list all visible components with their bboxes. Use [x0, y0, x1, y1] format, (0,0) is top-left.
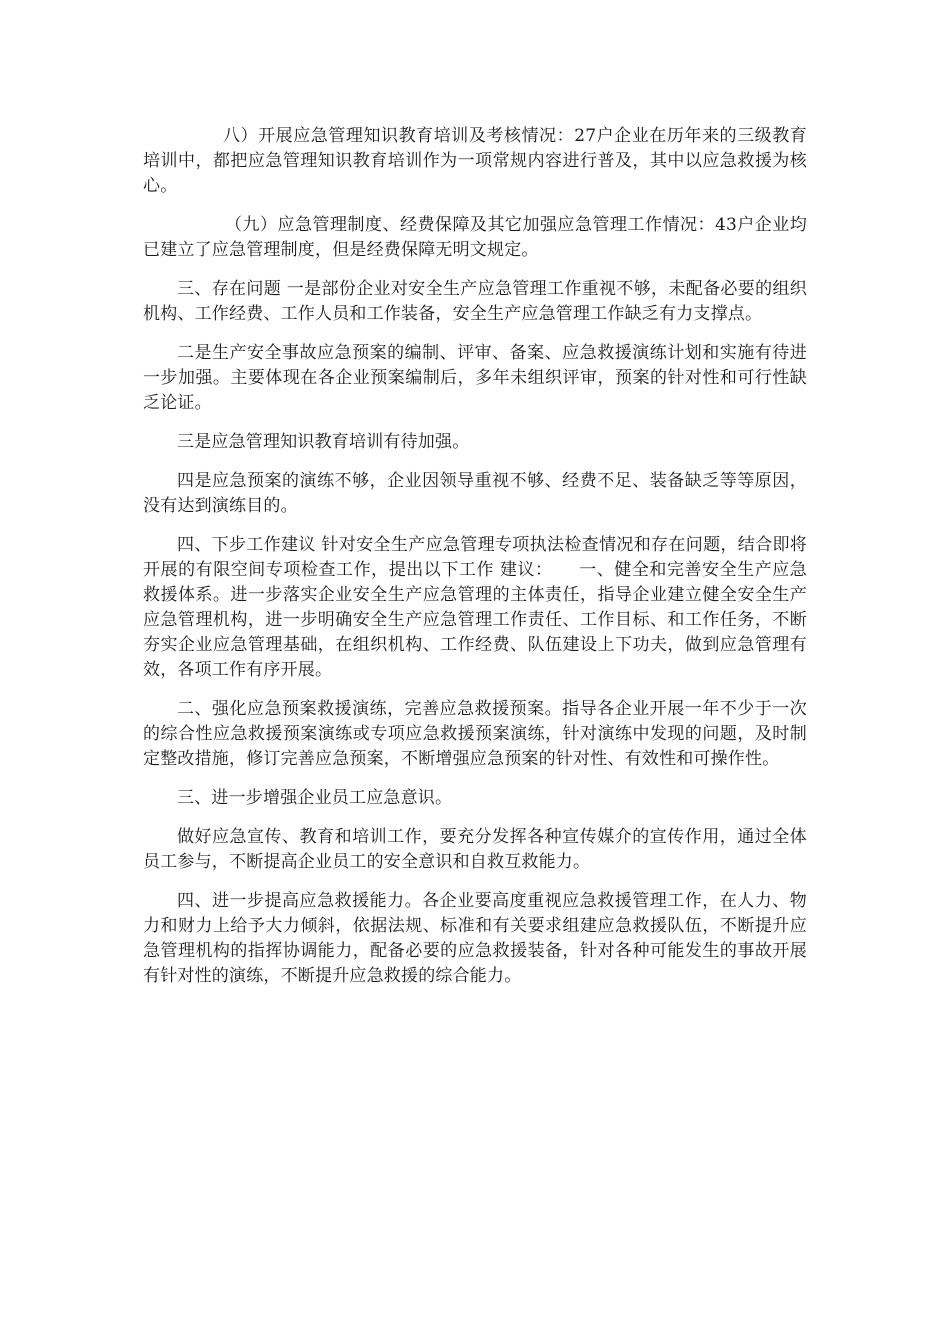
paragraph-publicity: 做好应急宣传、教育和培训工作，要充分发挥各种宣传媒介的宣传作用，通过全体员工参与，不断提高企业员工的安全意识和自救互救能力。: [143, 827, 807, 872]
paragraph-suggestions: 四、下步工作建议 针对安全生产应急管理专项执法检查情况和存在问题，结合即将开展的有限空间专项检查工作，提出以下工作 建议： 一、健全和完善安全生产应急救援体系。进一步落实企业安全生产应急管理的主体责任，指导企业建立健全安全生产应急管理机构，进一步明确安全生产应急管理工作责任、工作目标、和工作任务，不断夯实企业应急管理基础，在组织机构、工作经费、队伍建设上下功夫，做到应急管理有效，各项工作有序开展。: [143, 535, 807, 680]
paragraph-problem-three: 三是应急管理知识教育培训有待加强。: [177, 432, 470, 452]
paragraph-suggestion-three: 三、进一步增强企业员工应急意识。: [177, 788, 453, 808]
paragraph-management-system: （九）应急管理制度、经费保障及其它加强应急管理工作情况：43户企业均已建立了应急管理制度，但是经费保障无明文规定。: [143, 215, 807, 260]
paragraph-problem-four: 四是应急预案的演练不够，企业因领导重视不够、经费不足、装备缺乏等等原因，没有达到演练目的。: [143, 471, 807, 516]
paragraph-problems: 三、存在问题 一是部份企业对安全生产应急管理工作重视不够，未配备必要的组织机构、工作经费、工作人员和工作装备，安全生产应急管理工作缺乏有力支撑点。: [143, 279, 807, 324]
paragraph-problem-two: 二是生产安全事故应急预案的编制、评审、备案、应急救援演练计划和实施有待进一步加强。主要体现在各企业预案编制后，多年未组织评审，预案的针对性和可行性缺乏论证。: [143, 343, 807, 413]
paragraph-suggestion-four: 四、进一步提高应急救援能力。各企业要高度重视应急救援管理工作，在人力、物力和财力上给予大力倾斜，依据法规、标准和有关要求组建应急救援队伍，不断提升应急管理机构的指挥协调能力，配备必要的应急救援装备，针对各种可能发生的事故开展有针对性的演练，不断提升应急救援的综合能力。: [143, 891, 807, 986]
paragraph-suggestion-two: 二、强化应急预案救援演练，完善应急救援预案。指导各企业开展一年不少于一次的综合性应急救援预案演练或专项应急救援预案演练，针对演练中发现的问题，及时制定整改措施，修订完善应急预案，不断增强应急预案的针对性、有效性和可操作性。: [143, 699, 807, 769]
document-body: [143, 124, 807, 1003]
paragraph-training-status: 八）开展应急管理知识教育培训及考核情况：27户企业在历年来的三级教育培训中，都把应急管理知识教育培训作为一项常规内容进行普及，其中以应急救援为核心。: [143, 126, 807, 196]
